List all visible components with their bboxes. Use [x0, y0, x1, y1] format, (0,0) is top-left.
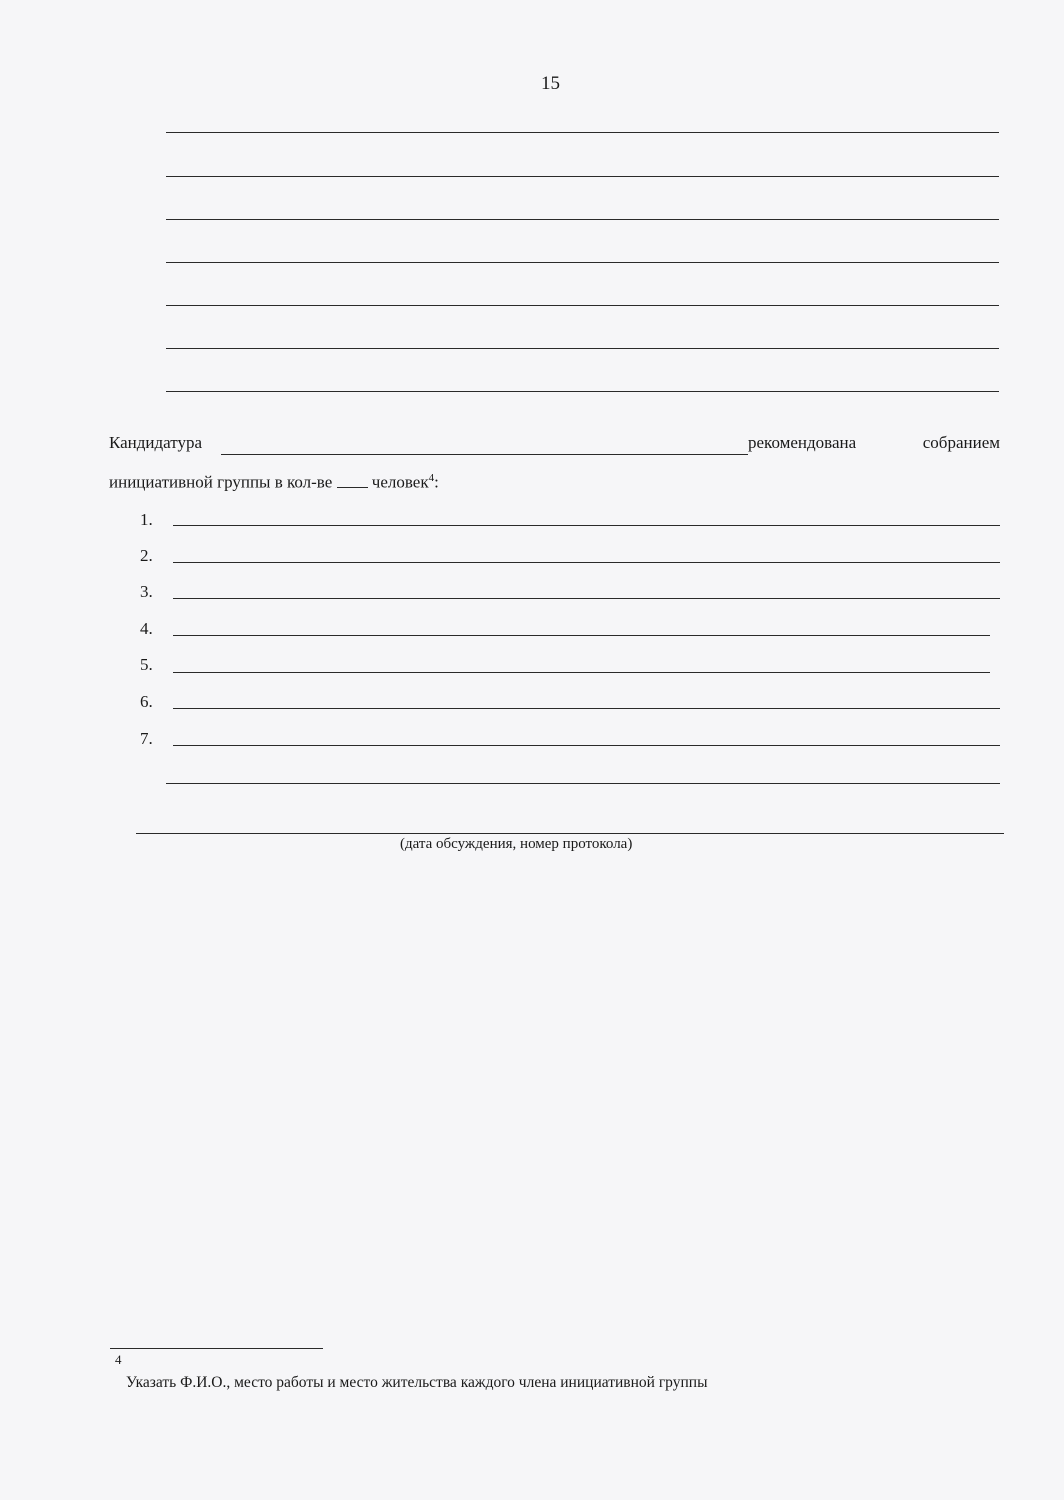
group-count-prefix: инициативной группы в кол-ве [109, 472, 333, 492]
extra-blank-line[interactable] [166, 783, 1000, 784]
member-number: 7. [140, 729, 153, 748]
member-field[interactable] [173, 635, 990, 636]
member-field[interactable] [173, 598, 1000, 599]
member-number: 1. [140, 510, 153, 529]
candidate-label: Кандидатура [109, 433, 203, 452]
member-number: 6. [140, 692, 153, 711]
group-count-suffix: человек [371, 472, 429, 492]
date-protocol-caption: (дата обсуждения, номер протокола) [400, 836, 633, 852]
footnote-separator [110, 1348, 323, 1349]
page-number: 15 [541, 73, 560, 94]
member-field[interactable] [173, 745, 1000, 746]
member-field[interactable] [173, 672, 990, 673]
blank-line[interactable] [166, 219, 999, 220]
date-protocol-field[interactable] [136, 833, 1004, 834]
member-field[interactable] [173, 562, 1000, 563]
show-through-text [590, 180, 595, 206]
footnote-marker: 4 [115, 1352, 122, 1367]
footnote-ref: 4 [428, 472, 435, 484]
member-number: 3. [140, 582, 153, 601]
footnote-text: Указать Ф.И.О., место работы и место жительства каждого члена инициативной группы [126, 1374, 708, 1391]
member-field[interactable] [173, 525, 1000, 526]
member-number: 4. [140, 619, 153, 638]
member-field[interactable] [173, 708, 1000, 709]
group-count-field[interactable] [337, 473, 368, 488]
blank-line[interactable] [166, 132, 999, 133]
member-number: 5. [140, 655, 153, 674]
blank-line[interactable] [166, 176, 999, 177]
blank-line[interactable] [166, 391, 999, 392]
blank-line[interactable] [166, 348, 999, 349]
blank-line[interactable] [166, 262, 999, 263]
recommended-text: рекомендована собранием [748, 433, 1000, 452]
blank-line[interactable] [166, 305, 999, 306]
member-number: 2. [140, 546, 153, 565]
candidate-name-field[interactable] [221, 454, 748, 455]
group-count-text: инициативной группы в кол-ве человек$^4$: [109, 472, 439, 492]
